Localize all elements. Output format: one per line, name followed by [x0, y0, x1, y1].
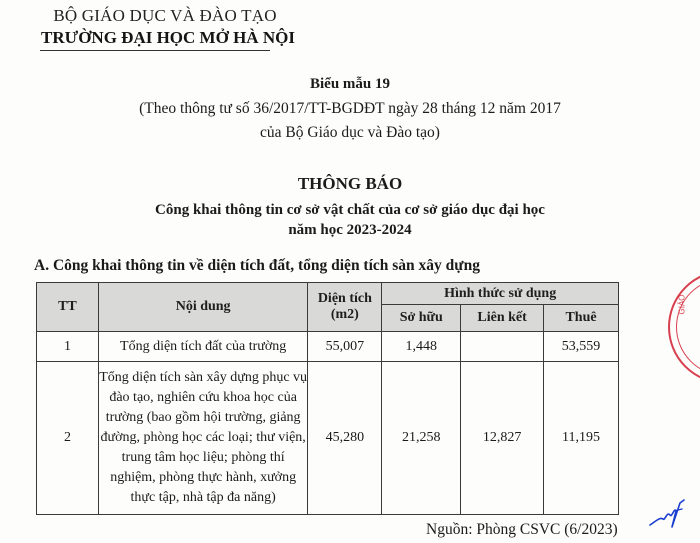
cell-content: Tổng diện tích sàn xây dựng phục vụ đào tạo, nghiên cứu khoa học của trường (bao gồm hội trường, giảng đường, phòng học các loại; thư viện, trung tâm học liệu; phòng thí nghiệm, phòng thực hành, xưởng thực tập, nhà tập đa năng)	[98, 362, 308, 515]
legal-reference-line-2: của Bộ Giáo dục và Đào tạo)	[260, 124, 440, 141]
cell-linked: 12,827	[461, 362, 544, 515]
cell-area: 45,280	[308, 362, 382, 515]
cell-tt: 1	[37, 332, 99, 362]
cell-content: Tổng diện tích đất của trường	[98, 332, 308, 362]
legal-reference-line-1: (Theo thông tư số 36/2017/TT-BGDĐT ngày 28 tháng 12 năm 2017	[139, 100, 561, 117]
source-note: Nguồn: Phòng CSVC (6/2023)	[426, 521, 618, 538]
header-owned: Sở hữu	[382, 305, 461, 332]
section-a-heading: A. Công khai thông tin về diện tích đất, tổng diện tích sàn xây dựng	[34, 257, 480, 274]
form-number: Biểu mẫu 19	[309, 76, 390, 92]
ministry-name: BỘ GIÁO DỤC VÀ ĐÀO TẠO	[53, 6, 277, 25]
cell-tt: 2	[37, 362, 99, 515]
header-area	[308, 283, 382, 332]
red-seal-stamp	[668, 270, 700, 384]
header-divider	[40, 50, 270, 51]
signature-icon	[648, 497, 688, 529]
cell-owned: 21,258	[382, 362, 461, 515]
header-content: Nội dung	[98, 283, 308, 332]
table-row	[37, 362, 619, 515]
notice-title: THÔNG BÁO	[297, 174, 403, 193]
university-name: TRƯỜNG ĐẠI HỌC MỞ HÀ NỘI	[41, 28, 295, 47]
header-usage-group: Hình thức sử dụng	[382, 283, 619, 305]
header-area-label: Diện tích	[317, 291, 372, 306]
header-area-unit: (m2)	[330, 307, 359, 322]
cell-rented: 11,195	[544, 362, 619, 515]
header-linked: Liên kết	[461, 305, 544, 332]
header-tt: TT	[37, 283, 99, 332]
table-header-row	[37, 283, 619, 305]
cell-area: 55,007	[308, 332, 382, 362]
cell-owned: 1,448	[382, 332, 461, 362]
notice-subtitle-line-1: Công khai thông tin cơ sở vật chất của cơ sở giáo dục đại học	[155, 202, 545, 218]
table-row	[37, 332, 619, 362]
facilities-table	[36, 282, 619, 515]
stamp-inner-ring	[676, 278, 700, 376]
cell-rented: 53,559	[544, 332, 619, 362]
notice-subtitle-line-2: năm học 2023-2024	[288, 222, 412, 238]
header-rented: Thuê	[544, 305, 619, 332]
stamp-text: GIÁO	[677, 294, 687, 315]
cell-linked	[461, 332, 544, 362]
